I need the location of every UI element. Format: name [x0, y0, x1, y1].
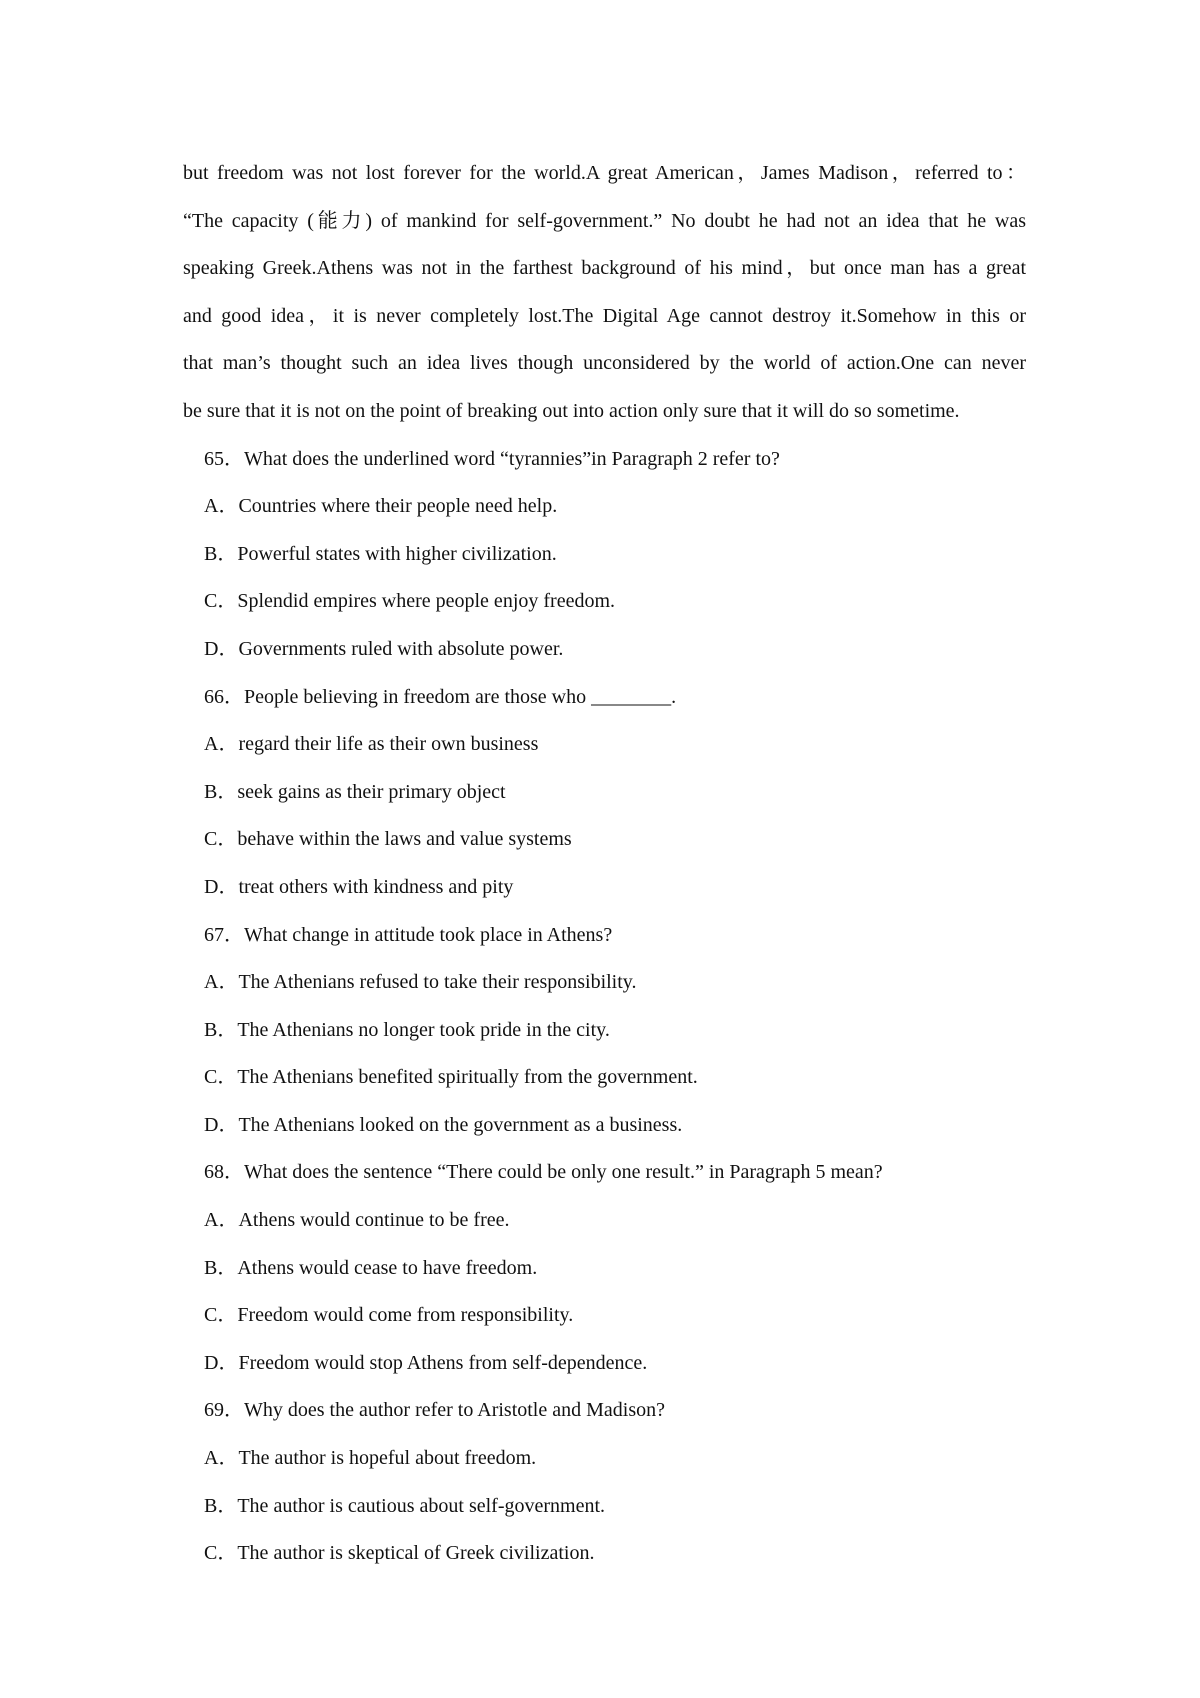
option-text: seek gains as their primary object: [237, 780, 506, 803]
question-stem: [183, 1387, 1026, 1435]
question-65: [183, 436, 1026, 674]
option-letter: A．: [204, 1447, 239, 1470]
option-d: [183, 1102, 1026, 1150]
option-letter: D．: [204, 1113, 239, 1136]
option-b: [183, 769, 1026, 817]
option-letter: B．: [204, 1018, 238, 1041]
option-text: Freedom would stop Athens from self-dependence.: [238, 1351, 648, 1374]
question-stem: [183, 674, 1026, 722]
option-letter: A．: [204, 733, 239, 756]
option-letter: A．: [204, 971, 239, 994]
passage-line: speaking Greek.Athens was not in the farthest background of his mind，but once man has a great: [183, 257, 1026, 280]
option-text: The author is cautious about self-government.: [237, 1494, 606, 1517]
passage-line: be sure that it is not on the point of breaking out into action only sure that it will do so sometime.: [183, 399, 960, 422]
option-letter: B．: [204, 780, 238, 803]
option-c: [183, 1054, 1026, 1102]
option-letter: A．: [204, 1209, 239, 1232]
passage-line: and good idea，it is never completely lost.The Digital Age cannot destroy it.Somehow in this or: [183, 304, 1026, 327]
option-d: [183, 626, 1026, 674]
option-text: Powerful states with higher civilization.: [237, 542, 557, 565]
question-stem: [183, 436, 1026, 484]
option-a: [183, 959, 1026, 1007]
question-text: What change in attitude took place in Athens?: [244, 923, 613, 946]
option-text: Freedom would come from responsibility.: [237, 1304, 574, 1327]
option-text: The author is skeptical of Greek civilization.: [237, 1542, 595, 1565]
option-text: regard their life as their own business: [238, 733, 539, 756]
question-68: [183, 1149, 1026, 1387]
option-a: [183, 1435, 1026, 1483]
option-c: [183, 1530, 1026, 1578]
option-letter: B．: [204, 542, 238, 565]
option-text: Governments ruled with absolute power.: [238, 637, 564, 660]
option-a: [183, 1197, 1026, 1245]
question-stem: [183, 1149, 1026, 1197]
passage-line: that man’s thought such an idea lives though unconsidered by the world of action.One can never: [183, 352, 1026, 375]
question-text: What does the sentence “There could be only one result.” in Paragraph 5 mean?: [244, 1161, 883, 1184]
option-text: The Athenians refused to take their responsibility.: [238, 971, 637, 994]
question-67: [183, 912, 1026, 1150]
passage: [183, 150, 1026, 436]
option-letter: D．: [204, 875, 239, 898]
option-text: Athens would continue to be free.: [238, 1209, 510, 1232]
option-c: [183, 1292, 1026, 1340]
option-a: [183, 483, 1026, 531]
option-text: Athens would cease to have freedom.: [237, 1256, 538, 1279]
option-d: [183, 864, 1026, 912]
option-text: behave within the laws and value systems: [237, 828, 572, 851]
option-text: Splendid empires where people enjoy freedom.: [237, 590, 615, 613]
question-stem: [183, 912, 1026, 960]
option-letter: C．: [204, 1542, 238, 1565]
option-b: [183, 1007, 1026, 1055]
option-c: [183, 578, 1026, 626]
question-number: 69．: [204, 1399, 244, 1422]
option-b: [183, 1483, 1026, 1531]
option-text: treat others with kindness and pity: [238, 875, 514, 898]
option-b: [183, 531, 1026, 579]
option-d: [183, 1340, 1026, 1388]
question-66: [183, 674, 1026, 912]
option-letter: B．: [204, 1494, 238, 1517]
question-69: [183, 1387, 1026, 1577]
option-a: [183, 721, 1026, 769]
option-letter: D．: [204, 637, 239, 660]
option-letter: A．: [204, 495, 239, 518]
option-letter: C．: [204, 828, 238, 851]
question-text: People believing in freedom are those who ________.: [244, 685, 677, 708]
passage-line: but freedom was not lost forever for the world.A great American，James Madison，referred to：: [183, 162, 1026, 184]
question-number: 66．: [204, 685, 244, 708]
option-c: [183, 816, 1026, 864]
option-text: The Athenians no longer took pride in the city.: [237, 1018, 610, 1041]
question-text: Why does the author refer to Aristotle and Madison?: [244, 1399, 665, 1422]
option-letter: C．: [204, 1304, 238, 1327]
option-letter: C．: [204, 1066, 238, 1089]
option-letter: B．: [204, 1256, 238, 1279]
option-text: The Athenians looked on the government as a business.: [238, 1113, 683, 1136]
question-number: 68．: [204, 1161, 244, 1184]
question-number: 65．: [204, 447, 244, 470]
option-b: [183, 1245, 1026, 1293]
document-content: [183, 150, 1026, 1578]
option-letter: C．: [204, 590, 238, 613]
passage-line: “The capacity (能力) of mankind for self-government.” No doubt he had not an idea that he was: [183, 209, 1026, 232]
option-text: The Athenians benefited spiritually from the government.: [237, 1066, 698, 1089]
option-text: Countries where their people need help.: [238, 495, 558, 518]
question-number: 67．: [204, 923, 244, 946]
question-text: What does the underlined word “tyrannies”in Paragraph 2 refer to?: [244, 447, 780, 470]
option-text: The author is hopeful about freedom.: [238, 1447, 537, 1470]
option-letter: D．: [204, 1351, 239, 1374]
